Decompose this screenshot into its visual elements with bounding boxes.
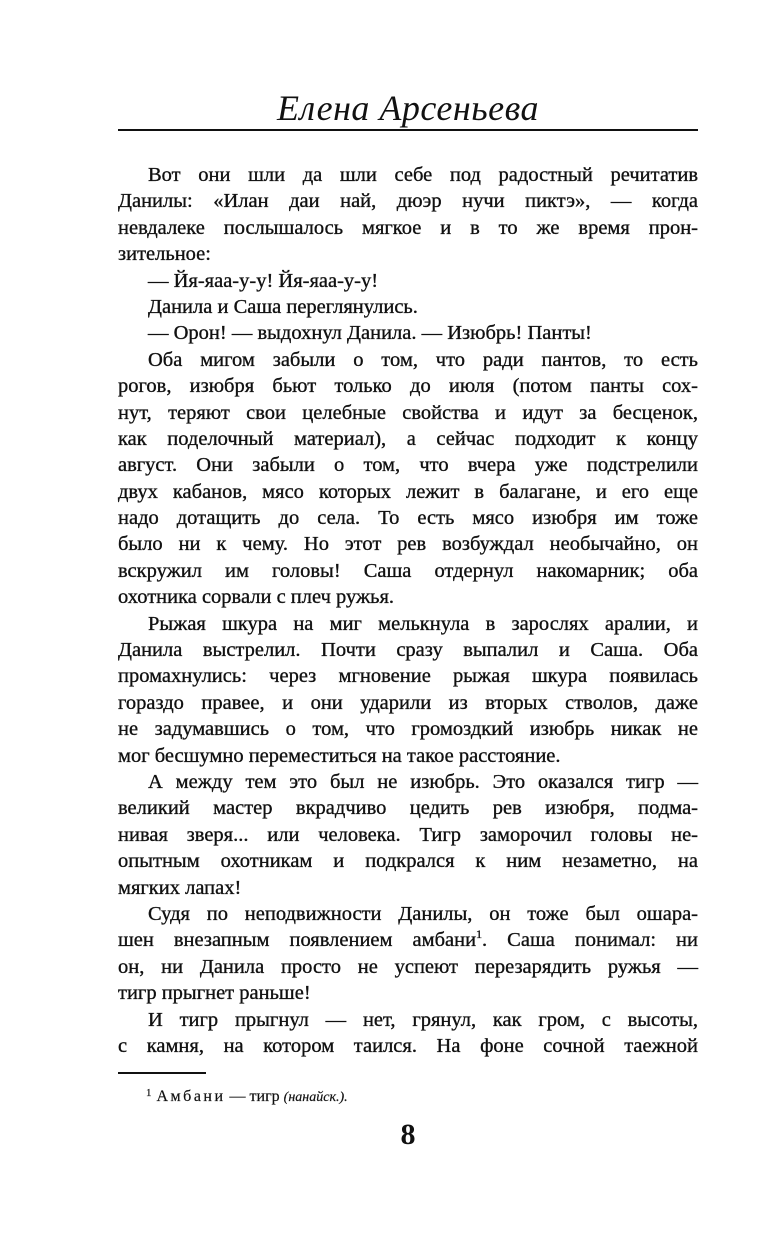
line-text: охотника сорвали с плеч ружья.	[118, 586, 395, 609]
footnote-reference: 1	[476, 927, 483, 942]
text-line	[118, 294, 698, 320]
footnote-definition: — тигр	[225, 1088, 284, 1105]
text-line	[118, 848, 698, 874]
text-line	[118, 1007, 698, 1033]
line-text: как поделочный материал), а сейчас подходит к концу	[118, 427, 698, 450]
footnote-mark: 1	[146, 1087, 152, 1099]
text-line	[118, 743, 698, 769]
line-text: нивая зверя... или человека. Тигр заморочил головы не-	[118, 823, 698, 846]
line-text: — Йя-яаа-у-у! Йя-яаа-у-у!	[148, 269, 379, 292]
line-text: Данилы: «Илан даи най, дюэр нучи пиктэ», — когда	[118, 190, 698, 213]
line-text: гораздо правее, и они ударили из вторых стволов, даже	[118, 691, 698, 714]
footnote-term: Амбани	[156, 1088, 226, 1105]
page-number: 8	[400, 1118, 416, 1151]
header-rule	[118, 129, 698, 131]
text-line	[118, 822, 698, 848]
text-line	[118, 505, 698, 531]
line-text: август. Они забыли о том, что вчера уже подстрелили	[118, 454, 698, 477]
line-text: надо дотащить до села. То есть мясо изюбря им тоже	[118, 507, 698, 530]
text-line	[118, 1033, 698, 1059]
text-line	[118, 663, 698, 689]
footnote-rule	[118, 1072, 206, 1074]
line-text-rest: . Саша понимал: ни	[482, 929, 698, 952]
text-line	[118, 611, 698, 637]
text-line	[118, 268, 698, 294]
text-line	[118, 980, 698, 1006]
text-line	[118, 637, 698, 663]
text-line	[118, 901, 698, 927]
text-line	[118, 215, 698, 241]
line-text: вскружил им головы! Саша отдернул накомарник; оба	[118, 559, 698, 582]
line-text: И тигр прыгнул — нет, грянул, как гром, с высоты,	[148, 1008, 698, 1031]
running-head-author: Елена Арсеньева	[277, 88, 539, 128]
footnote	[146, 1082, 348, 1109]
line-text: мягких лапах!	[118, 876, 242, 899]
text-line	[118, 769, 698, 795]
line-text: нут, теряют свои целебные свойства и идут за бесценок,	[118, 401, 698, 424]
line-text: Вот они шли да шли себе под радостный речитатив	[148, 164, 698, 186]
text-line	[118, 479, 698, 505]
text-line	[118, 795, 698, 821]
text-line	[118, 875, 698, 901]
text-line	[118, 716, 698, 742]
text-line	[118, 162, 698, 188]
line-text: зительное:	[118, 243, 211, 266]
text-line	[118, 188, 698, 214]
text-line	[118, 927, 698, 953]
text-line	[118, 400, 698, 426]
line-text: Рыжая шкура на миг мелькнула в зарослях аралии, и	[148, 612, 698, 635]
text-line	[118, 531, 698, 557]
line-text: опытным охотникам и подкрался к ним незаметно, на	[118, 850, 698, 873]
line-text: невдалеке послышалось мягкое и в то же время прон-	[118, 216, 698, 239]
line-text: Судя по неподвижности Данилы, он тоже был ошара-	[148, 902, 698, 925]
footnote-language-note: (нанайск.).	[283, 1090, 348, 1105]
line-text: рогов, изюбря бьют только до июля (потом панты сох-	[118, 375, 698, 398]
line-text: — Орон! — выдохнул Данила. — Изюбрь! Панты!	[148, 322, 592, 345]
line-text: великий мастер вкрадчиво цедить рев изюбря, подма-	[118, 797, 698, 820]
text-line	[118, 584, 698, 610]
text-line	[118, 452, 698, 478]
line-text: мог бесшумно переместиться на такое расстояние.	[118, 744, 561, 767]
line-text: промахнулись: через мгновение рыжая шкура появилась	[118, 665, 698, 688]
line-text: было ни к чему. Но этот рев возбуждал необычайно, он	[118, 533, 698, 556]
line-text: тигр прыгнет раньше!	[118, 982, 311, 1005]
text-line	[118, 558, 698, 584]
text-line	[118, 690, 698, 716]
body-text	[118, 162, 698, 1059]
line-text: двух кабанов, мясо которых лежит в балагане, и его еще	[118, 480, 698, 503]
text-line	[118, 373, 698, 399]
line-text: А между тем это был не изюбрь. Это оказался тигр —	[148, 770, 698, 793]
text-line	[118, 320, 698, 346]
line-text: Данила и Саша переглянулись.	[148, 295, 418, 318]
text-line	[118, 347, 698, 373]
text-line	[118, 426, 698, 452]
line-text: Оба мигом забыли о том, что ради пантов, то есть	[148, 348, 698, 371]
line-text: Данила выстрелил. Почти сразу выпалил и Саша. Оба	[118, 639, 698, 662]
line-text: не задумавшись о том, что громоздкий изюбрь никак не	[118, 718, 698, 741]
line-text: он, ни Данила просто не успеют перезарядить ружья —	[118, 955, 698, 978]
text-line	[118, 954, 698, 980]
line-text: шен внезапным появлением амбани	[118, 929, 477, 952]
line-text: с камня, на котором таился. На фоне сочной таежной	[118, 1034, 698, 1057]
text-line	[118, 241, 698, 267]
